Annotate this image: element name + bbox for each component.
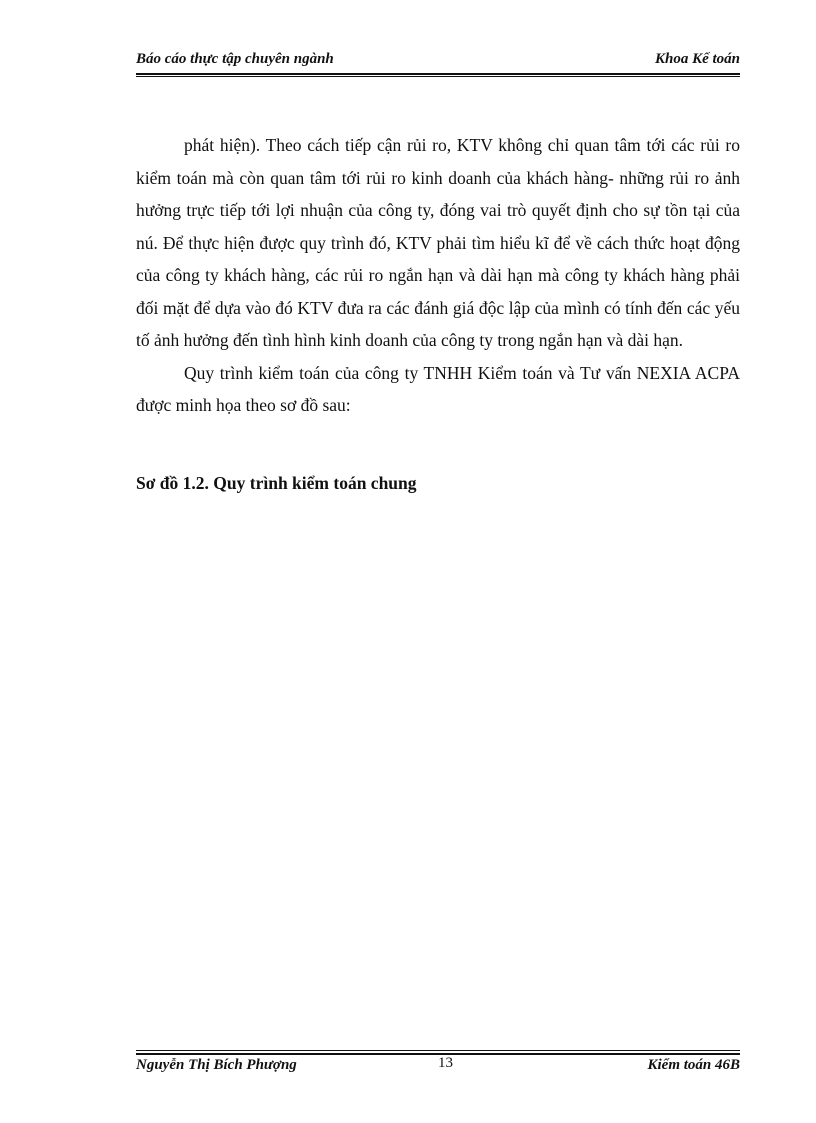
footer-class: Kiểm toán 46B (647, 1057, 740, 1073)
page-footer (136, 1055, 740, 1079)
header-report-title: Báo cáo thực tập chuyên ngành (136, 51, 334, 67)
header-rule-thick (136, 73, 740, 75)
body-paragraph-1: phát hiện). Theo cách tiếp cận rủi ro, KTV không chỉ quan tâm tới các rủi ro kiểm toán mà còn quan tâm tới rủi ro kinh doanh của khách hàng- những rủi ro ảnh hưởng trực tiếp tới lợi nhuận của công ty, đóng vai trò quyết định cho sự tồn tại của nú. Để thực hiện được quy trình đó, KTV phải tìm hiểu kĩ để về cách thức hoạt động của công ty khách hàng, các rủi ro ngắn hạn và dài hạn mà công ty khách hàng phải đối mặt để dựa vào đó KTV đưa ra các đánh giá độc lập của mình có tính đến các yếu tố ảnh hưởng đến tình hình kinh doanh của công ty trong ngắn hạn và dài hạn. (136, 135, 740, 350)
body-text (136, 129, 740, 422)
page-header (136, 49, 740, 73)
header-rule-thin (136, 76, 740, 77)
page-number: 13 (438, 1055, 453, 1071)
diagram-caption: Sơ đồ 1.2. Quy trình kiểm toán chung (136, 473, 417, 493)
body-paragraph-2: Quy trình kiểm toán của công ty TNHH Kiểm toán và Tư vấn NEXIA ACPA được minh họa theo sơ đồ sau: (136, 362, 740, 415)
footer-rule-thin (136, 1050, 740, 1051)
header-department: Khoa Kế toán (654, 51, 740, 67)
footer-author: Nguyễn Thị Bích Phượng (136, 1057, 297, 1073)
